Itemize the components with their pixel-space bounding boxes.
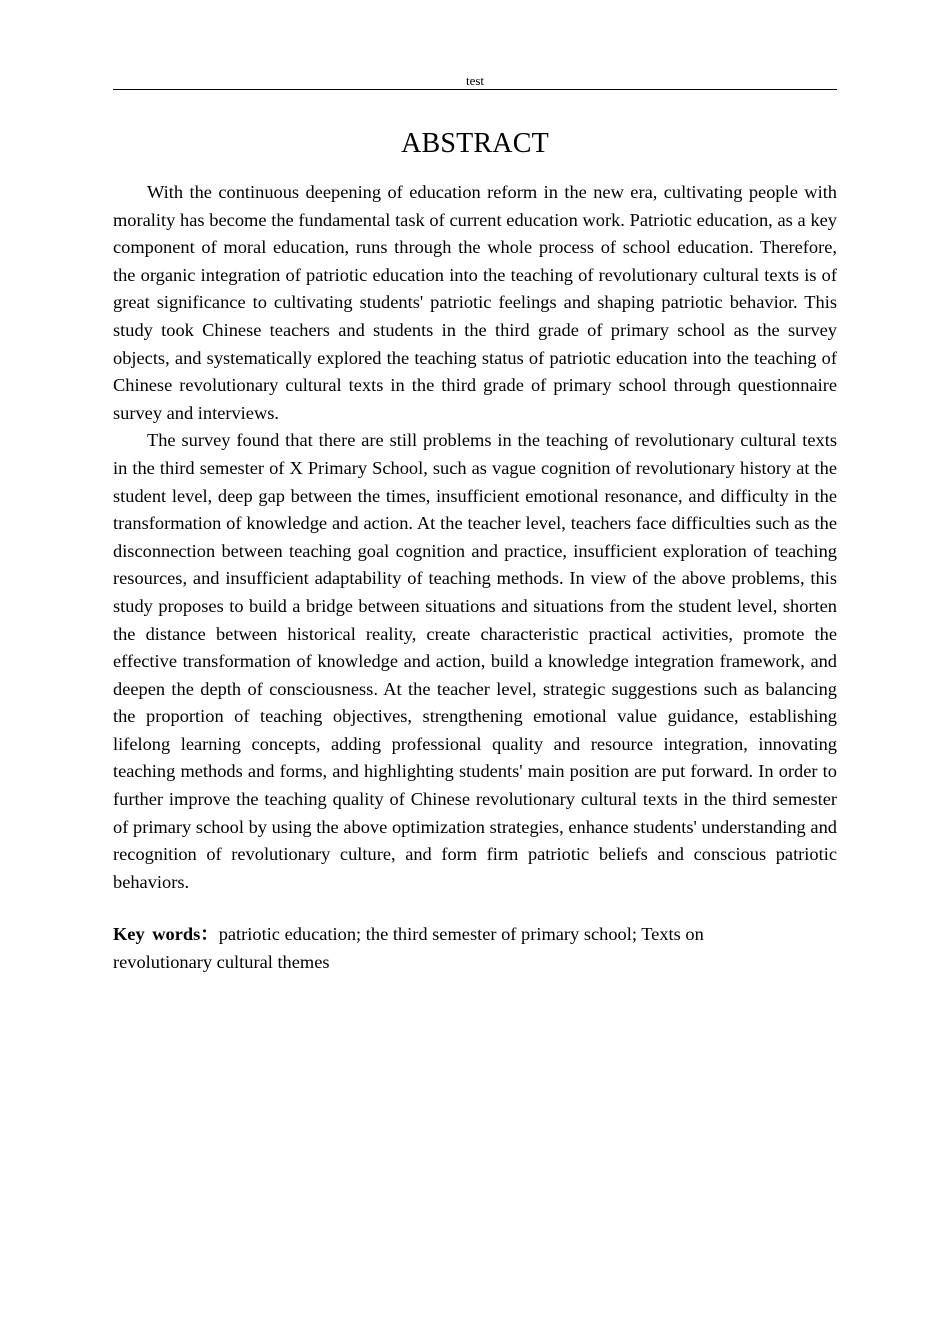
keywords-label: Key words： — [113, 924, 219, 944]
keywords — [113, 921, 753, 976]
keywords-text: patriotic education; the third semester of primary school; Texts on revolutionary cultural themes — [113, 924, 704, 972]
abstract-paragraph-2: The survey found that there are still problems in the teaching of revolutionary cultural texts in the third semester of X Primary School, such as vague cognition of revolutionary history at the student level, deep gap between the times, insufficient emotional resonance, and difficulty in the transformation of knowledge and action. At the teacher level, teachers face difficulties such as the disconnection between teaching goal cognition and practice, insufficient exploration of teaching resources, and insufficient adaptability of teaching methods. In view of the above problems, this study proposes to build a bridge between situations and situations from the student level, shorten the distance between historical reality, create characteristic practical activities, promote the effective transformation of knowledge and action, build a knowledge integration framework, and deepen the depth of consciousness. At the teacher level, strategic suggestions such as balancing the proportion of teaching objectives, strengthening emotional value guidance, establishing lifelong learning concepts, adding professional quality and resource integration, innovating teaching methods and forms, and highlighting students' main position are put forward. In order to further improve the teaching quality of Chinese revolutionary cultural texts in the third semester of primary school by using the above optimization strategies, enhance students' understanding and recognition of revolutionary culture, and form firm patriotic beliefs and conscious patriotic behaviors. — [113, 430, 837, 892]
page-header: test — [113, 72, 837, 90]
abstract-body — [113, 179, 837, 896]
abstract-paragraph-1: With the continuous deepening of education reform in the new era, cultivating people with morality has become the fundamental task of current education work. Patriotic education, as a key component of moral education, runs through the whole process of school education. Therefore, the organic integration of patriotic education into the teaching of revolutionary cultural texts is of great significance to cultivating students' patriotic feelings and shaping patriotic behavior. This study took Chinese teachers and students in the third grade of primary school as the survey objects, and systematically explored the teaching status of patriotic education into the teaching of Chinese revolutionary cultural texts in the third grade of primary school through questionnaire survey and interviews. — [113, 182, 837, 423]
abstract-title: ABSTRACT — [401, 128, 549, 159]
